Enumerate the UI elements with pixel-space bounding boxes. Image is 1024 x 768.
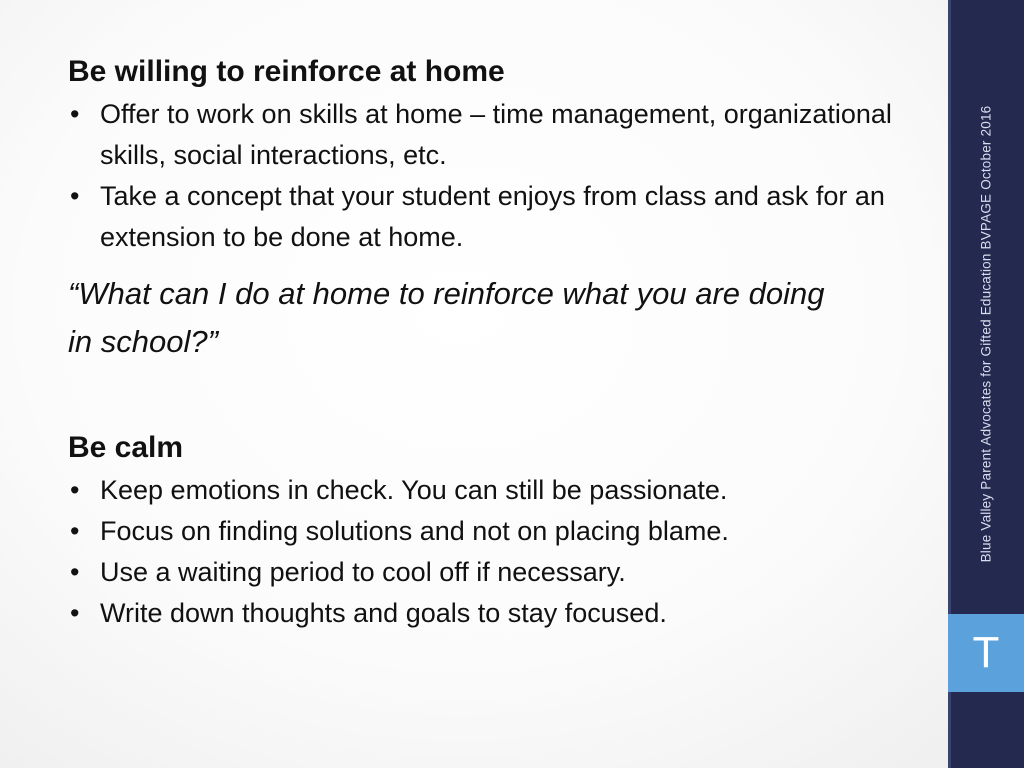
- bullet-list: [68, 94, 928, 258]
- bullet-item: [68, 593, 928, 634]
- bullet-item: [68, 511, 928, 552]
- bullet-item: [68, 176, 928, 258]
- bullet-text: Focus on finding solutions and not on placing blame.: [100, 516, 729, 546]
- section-heading: Be calm: [68, 431, 184, 464]
- bullet-icon: •: [70, 557, 80, 587]
- bullet-icon: •: [70, 99, 80, 129]
- sidebar-accent-box: [948, 614, 1024, 692]
- bullet-text: Offer to work on skills at home – time management, organizational skills, social interactions, etc.: [100, 99, 892, 170]
- accent-letter: T: [972, 628, 1000, 677]
- sidebar-vertical-text: Blue Valley Parent Advocates for Gifted Education BVPAGE October 2016: [978, 105, 994, 563]
- section-reinforce-at-home: [68, 50, 928, 366]
- bullet-list: [68, 470, 928, 634]
- bullet-text: Write down thoughts and goals to stay focused.: [100, 598, 667, 628]
- bullet-text: Use a waiting period to cool off if necessary.: [100, 557, 626, 587]
- bullet-icon: •: [70, 181, 80, 211]
- bullet-item: [68, 470, 928, 511]
- bullet-icon: •: [70, 475, 80, 505]
- quote-text: “What can I do at home to reinforce what you are doing in school?”: [68, 276, 825, 359]
- bullet-icon: •: [70, 516, 80, 546]
- slide-content: [68, 50, 928, 634]
- bullet-text: Keep emotions in check. You can still be passionate.: [100, 475, 728, 505]
- section-heading: Be willing to reinforce at home: [68, 55, 505, 88]
- section-be-calm: [68, 426, 928, 634]
- bullet-text: Take a concept that your student enjoys from class and ask for an extension to be done at home.: [100, 181, 885, 252]
- bullet-item: [68, 94, 928, 176]
- bullet-icon: •: [70, 598, 80, 628]
- bullet-item: [68, 552, 928, 593]
